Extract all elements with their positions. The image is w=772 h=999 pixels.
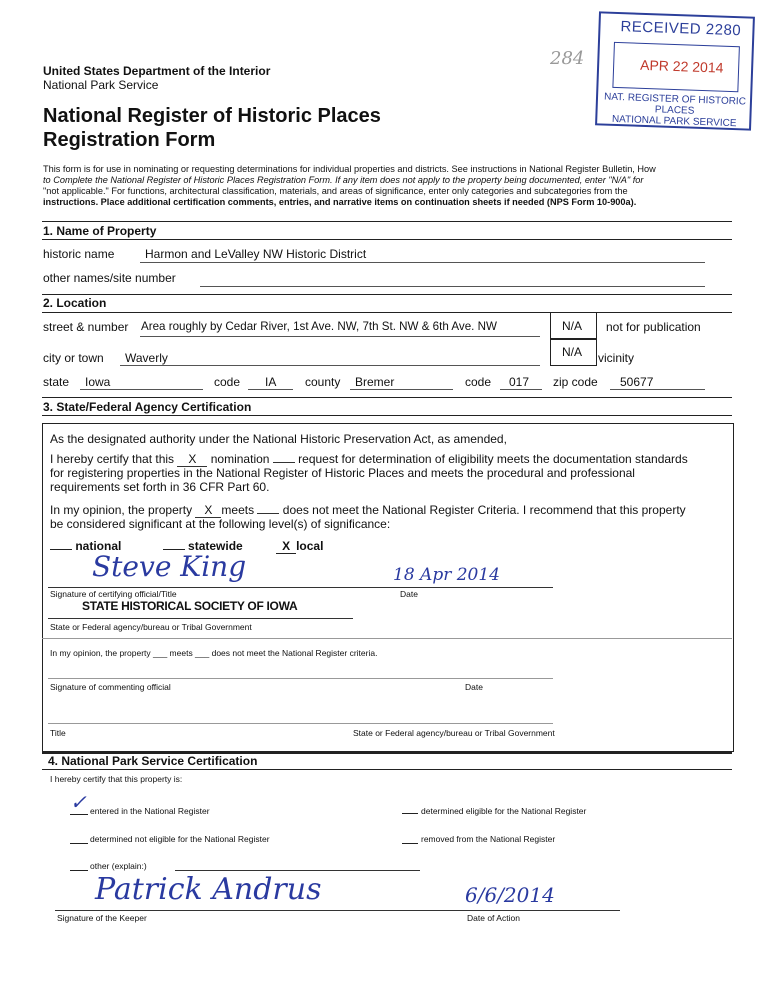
underline	[80, 389, 203, 390]
section-2-title: 2. Location	[43, 296, 107, 310]
code2-label: code	[465, 375, 492, 389]
received-stamp	[595, 11, 755, 130]
street-value[interactable]: Area roughly by Cedar River, 1st Ave. NW, 7th St. NW & 6th Ave. NW	[141, 320, 497, 333]
national-label: national	[75, 539, 122, 553]
cert-para-2	[50, 452, 688, 467]
historic-name-value[interactable]: Harmon and LeValley NW Historic District	[145, 247, 367, 261]
stamp-date-box	[612, 42, 740, 92]
divider	[42, 638, 732, 639]
divider	[42, 294, 732, 295]
form-title-line1: National Register of Historic Places	[43, 105, 381, 127]
det-eligible-check[interactable]	[402, 801, 418, 814]
divider	[42, 312, 732, 313]
section-3-title: 3. State/Federal Agency Certification	[43, 400, 252, 414]
request-check[interactable]	[273, 462, 295, 463]
divider	[42, 221, 732, 222]
certifying-date: 18 Apr 2014	[393, 565, 500, 585]
divider	[42, 239, 732, 240]
county-value[interactable]: Bremer	[355, 375, 395, 389]
code-label: code	[214, 375, 241, 389]
underline	[350, 389, 453, 390]
city-label: city or town	[43, 351, 104, 365]
na-text-2: N/A	[562, 345, 583, 359]
opinion-commenting: In my opinion, the property ___ meets ___ does not meet the National Register criteria.	[50, 648, 378, 658]
na-box-1[interactable]	[550, 312, 597, 340]
intro-line-2: to Complete the National Register of Historic Places Registration Form. If any item does not apply to the property being documented, enter "N/A" for	[43, 175, 644, 185]
title-label: Title	[50, 728, 66, 738]
divider	[42, 415, 732, 416]
det-not-check[interactable]	[70, 831, 88, 844]
other-names-label: other names/site number	[43, 271, 176, 285]
keeper-label: Signature of the Keeper	[57, 913, 147, 923]
other-explain-line[interactable]	[175, 870, 420, 871]
stamp-org-line2: NATIONAL PARK SERVICE	[611, 113, 737, 130]
keeper-signature: Patrick Andrus	[95, 872, 322, 907]
department-name: United States Department of the Interior	[43, 64, 271, 78]
signature-label: Signature of certifying official/Title	[50, 589, 177, 599]
underline	[200, 286, 705, 287]
zip-label: zip code	[553, 375, 598, 389]
det-not-label: determined not eligible for the National Register	[90, 834, 270, 844]
agency-label: State or Federal agency/bureau or Tribal Government	[50, 622, 252, 632]
action-date-label: Date of Action	[467, 913, 520, 923]
underline	[48, 587, 553, 588]
zip-value[interactable]: 50677	[620, 375, 654, 389]
underline	[48, 723, 553, 724]
det-eligible-label: determined eligible for the National Register	[421, 806, 587, 816]
stamp-date: APR 22 2014	[639, 56, 724, 76]
local-label: local	[296, 539, 324, 553]
cert-text: request for determination of eligibility meets the documentation standards	[298, 452, 688, 466]
county-label: county	[305, 375, 341, 389]
cert-text: I hereby certify that this	[50, 452, 175, 466]
cert-text: In my opinion, the property	[50, 503, 193, 517]
nomination-check[interactable]: X	[177, 452, 207, 467]
city-value[interactable]: Waverly	[125, 351, 168, 365]
statewide-label: statewide	[188, 539, 243, 553]
action-date: 6/6/2014	[465, 883, 555, 907]
section-4-title: 4. National Park Service Certification	[48, 754, 258, 768]
na-box-2[interactable]	[550, 338, 597, 366]
agency-label-2: State or Federal agency/bureau or Tribal Government	[353, 728, 555, 738]
form-title-line2: Registration Form	[43, 129, 216, 151]
underline	[48, 618, 353, 619]
historic-name-label: historic name	[43, 247, 115, 261]
intro-line-1: This form is for use in nominating or requesting determinations for individual properties and districts. See instructions in National Register Bulletin, How	[43, 164, 656, 174]
cert-para-5	[50, 503, 686, 518]
commenting-date-label: Date	[465, 682, 483, 692]
cert-para-1: As the designated authority under the National Historic Preservation Act, as amended,	[50, 432, 507, 446]
cert-text: does not meet the National Register Criteria. I recommend that this property	[282, 503, 686, 517]
local-check[interactable]: X	[276, 539, 296, 554]
divider	[42, 397, 732, 398]
intro-line-3: "not applicable." For functions, architectural classification, materials, and areas of significance, enter only categories and subcategories from the	[43, 186, 628, 196]
meets-check[interactable]: X	[195, 503, 221, 518]
other-label: other (explain:)	[90, 861, 147, 871]
code2-value[interactable]: 017	[509, 375, 530, 389]
underline	[55, 910, 620, 911]
na-text-1: N/A	[562, 319, 583, 333]
date-label: Date	[400, 589, 418, 599]
certifying-signature: Steve King	[92, 550, 247, 583]
not-for-publication-label: not for publication	[606, 320, 701, 334]
check-mark-icon: ✓	[70, 790, 87, 814]
intro-line-4: instructions. Place additional certification comments, entries, and narrative items on continuation sheets if needed (NPS Form 10-900a).	[43, 197, 637, 207]
underline	[500, 389, 542, 390]
stamp-org-line1: NAT. REGISTER OF HISTORIC PLACES	[603, 91, 747, 117]
underline	[140, 262, 705, 263]
agency-name: STATE HISTORICAL SOCIETY OF IOWA	[82, 599, 298, 613]
street-label: street & number	[43, 320, 129, 334]
code-value[interactable]: IA	[265, 375, 277, 389]
other-check[interactable]	[70, 858, 88, 871]
underline	[48, 678, 553, 679]
vicinity-label: vicinity	[598, 351, 635, 365]
state-value[interactable]: Iowa	[85, 375, 111, 389]
intro-text	[43, 164, 733, 208]
removed-check[interactable]	[402, 831, 418, 844]
cert-para-6: be considered significant at the following level(s) of significance:	[50, 517, 391, 531]
removed-label: removed from the National Register	[421, 834, 556, 844]
cert-text: meets	[221, 503, 255, 517]
entered-check[interactable]	[70, 790, 88, 815]
cert-text: nomination	[210, 452, 270, 466]
stamp-org	[601, 91, 748, 129]
stamp-received: RECEIVED 2280	[620, 18, 742, 40]
underline	[140, 336, 540, 337]
cert-para-4: requirements set forth in 36 CFR Part 60.	[50, 480, 270, 494]
underline	[610, 389, 705, 390]
underline	[248, 389, 293, 390]
commenting-signature-label: Signature of commenting official	[50, 682, 171, 692]
service-name: National Park Service	[43, 78, 159, 92]
national-check[interactable]	[50, 549, 72, 550]
divider	[42, 769, 732, 770]
state-label: state	[43, 375, 70, 389]
not-meet-check[interactable]	[257, 513, 279, 514]
cert-para-3: for registering properties in the National Register of Historic Places and meets the procedural and professional	[50, 466, 635, 480]
entered-label: entered in the National Register	[90, 806, 210, 816]
section-1-title: 1. Name of Property	[43, 224, 157, 238]
underline	[120, 365, 540, 366]
handwritten-number: 284	[550, 48, 585, 69]
nps-certify: I hereby certify that this property is:	[50, 774, 183, 784]
